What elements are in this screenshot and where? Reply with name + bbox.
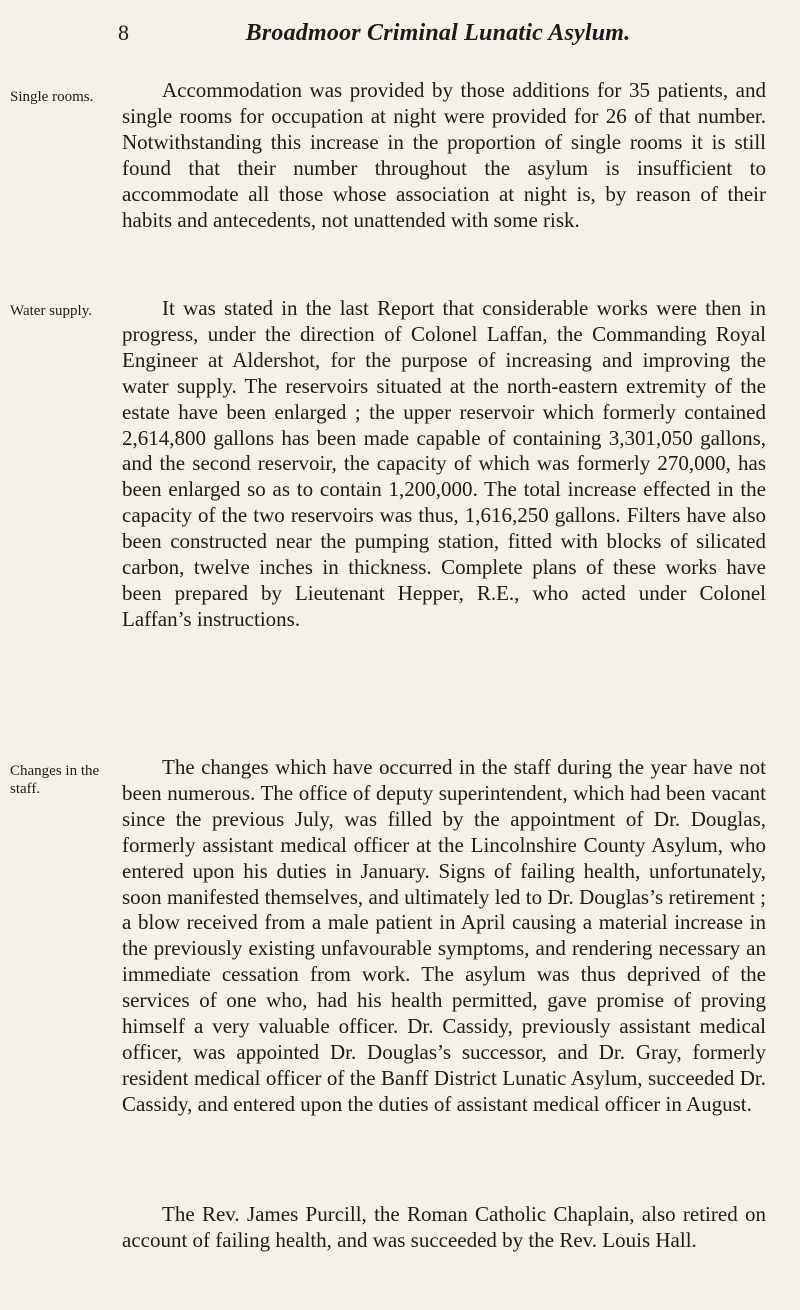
sidenote-staff-changes: Changes in the staff. [10, 763, 100, 797]
page-number: 8 [118, 20, 129, 45]
paragraph-chaplain: The Rev. James Purcill, the Roman Catholic Chaplain, also retired on account of failing health, and was succeeded by the Rev. Louis Hall. [122, 1202, 766, 1252]
sidenote-single-rooms: Single rooms. [10, 89, 94, 105]
sidenote-water-supply: Water supply. [10, 303, 92, 319]
paragraph-single-rooms: Accommodation was provided by those additions for 35 patients, and single rooms for occupation at night were provided for 26 of that number. Notwithstanding this increase in the proportion of single rooms it is still found that their number throughout the asylum is insufficient to accommodate all those whose association at night is, by reason of their habits and antecedents, not unattended with some risk. [122, 78, 766, 232]
page-header [118, 20, 758, 56]
paragraph-water-supply: It was stated in the last Report that considerable works were then in progress, under the direction of Colonel Laffan, the Commanding Royal Engineer at Aldershot, for the purpose of increasing and improving the water supply. The reservoirs situated at the north-eastern extremity of the estate have been enlarged ; the upper reservoir which formerly contained 2,614,800 gallons has been made capable of containing 3,301,050 gallons, and the second reservoir, the capacity of which was formerly 270,000, has been enlarged so as to contain 1,200,000. The total increase effected in the capacity of the two reservoirs was thus, 1,616,250 gallons. Filters have also been constructed near the pumping station, fitted with blocks of silicated carbon, twelve inches in thickness. Complete plans of these works have been prepared by Lieutenant Hepper, R.E., who acted under Colonel Laffan’s instructions. [122, 296, 766, 631]
running-title: Broadmoor Criminal Lunatic Asylum. [245, 20, 631, 46]
paragraph-staff-changes: The changes which have occurred in the staff during the year have not been numerous. The office of deputy superintendent, which had been vacant since the previous July, was filled by the appointment of Dr. Douglas, formerly assistant medical officer at the Lincolnshire County Asylum, who entered upon his duties in January. Signs of failing health, unfortunately, soon manifested themselves, and ultimately led to Dr. Douglas’s retirement ; a blow received from a male patient in April causing a material increase in the previously existing unfavourable symptoms, and rendering necessary an immediate cessation from work. The asylum was thus deprived of the services of one who, had his health permitted, gave promise of proving himself a very valuable officer. Dr. Cassidy, previously assistant medical officer, was appointed Dr. Douglas’s successor, and Dr. Gray, formerly resident medical officer of the Banff District Lunatic Asylum, succeeded Dr. Cassidy, and entered upon the duties of assistant medical officer in August. [122, 755, 766, 1116]
